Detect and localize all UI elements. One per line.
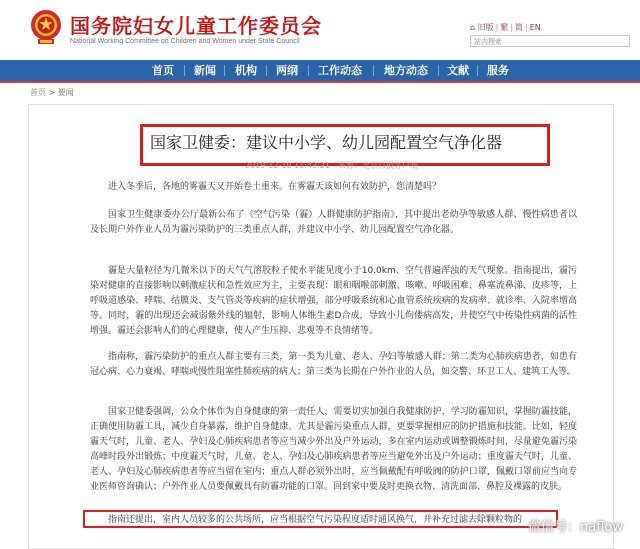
nav-services[interactable]: 服务 bbox=[487, 64, 509, 77]
wechat-watermark: 微信号：naflow bbox=[528, 520, 623, 535]
article-datetime: 2019-12-10 11:43:21 bbox=[245, 161, 330, 170]
article-title: 国家卫健委：建议中小学、幼儿园配置空气净化器 bbox=[150, 133, 503, 152]
article-paragraph: 进入冬季后，各地的雾霾天又开始卷土重来。在雾霾天该如何有效防护，您清楚吗？ bbox=[108, 182, 442, 192]
main-nav bbox=[0, 60, 640, 81]
nav-divider bbox=[308, 65, 309, 76]
breadcrumb: 首页 > 要闻 bbox=[30, 88, 74, 97]
nav-divider bbox=[373, 65, 374, 76]
old-version-link[interactable]: 旧版 bbox=[477, 23, 494, 32]
separator: | bbox=[510, 23, 514, 32]
separator: | bbox=[525, 23, 528, 32]
article-paragraph: 霾是大量粒径为几微米以下的大气气溶胶粒子使水平能见度小于10.0km、空气普遍浑浊的天气现象。指南提出，霾污染对健康的直接影响以刺激症状和急性效应为主，主要表现：眼和咽喉部刺激、咳嗽、呼吸困难、鼻塞流鼻涕、皮疹等，上呼吸道感染、哮喘、结膜炎、支气管炎等疾病的症状增强，部分呼吸系统和心血管系统疾病的发病率、就诊率、入院率增高等。同时，霾的出现还会减弱紫外线的辐射，影响人体维生素D合成，导致小儿佝偻病高发，并使空气中传染性病菌的活性增强。霾还会影响人们的心理健康，使人产生压抑、悲观等不良情绪等。 bbox=[90, 266, 577, 336]
article-paragraph: 指南还提出，室内人员较多的公共场所，应当根据空气污染程度适时通风换气，并补充过滤去除颗粒物的 bbox=[108, 515, 523, 525]
nav-work-news[interactable]: 工作动态 bbox=[318, 64, 362, 77]
nav-underline bbox=[0, 81, 640, 83]
separator: | bbox=[495, 23, 499, 32]
nav-divider bbox=[438, 65, 439, 76]
article-source: 来源：北京日报客户端 bbox=[337, 161, 418, 170]
home-link-icon[interactable]: ⌂ bbox=[470, 23, 476, 32]
site-search-input[interactable]: 站内搜索 bbox=[470, 35, 630, 47]
nav-documents[interactable]: 文献 bbox=[447, 64, 469, 77]
nav-news[interactable]: 新闻 bbox=[194, 64, 216, 77]
nav-two-outlines[interactable]: 两纲 bbox=[276, 64, 298, 77]
article-paragraph: 国家卫健委强调，公众个体作为自身健康的第一责任人，需要切实加强自我健康防护，学习防霾知识，掌握防霾技能，正确使用防霾工具，减少自身暴露，维护自身健康。尤其是霾污染重点人群，更要掌握相应的防护措施和技能。比如，轻度霾天气时，儿童、老人、孕妇及心肺疾病患者等应当减少外出及户外运动，多在室内运动或调整锻炼时间，尽量避免霾污染高峰时段外出锻炼；中度霾天气时，儿童、老人、孕妇及心肺疾病患者等应当避免外出及户外运动；重度霾天气时，儿童、老人、孕妇及心肺疾病患者等应当留在室内；重点人群必须外出时，应当佩戴配有呼吸阀的防护口罩，佩戴口罩前应当向专业医师咨询确认；户外作业人员要佩戴具有防霾功能的口罩。回到家中要及时更换衣物、清洗面部、鼻腔及裸露的皮肤。 bbox=[90, 407, 577, 492]
simplified-link[interactable]: 简 bbox=[515, 23, 524, 32]
traditional-link[interactable]: 繁 bbox=[500, 23, 509, 32]
national-emblem-icon bbox=[30, 8, 62, 46]
nav-divider bbox=[184, 65, 185, 76]
nav-divider bbox=[266, 65, 267, 76]
nav-local-news[interactable]: 地方动态 bbox=[384, 64, 428, 77]
top-links bbox=[470, 22, 541, 33]
site-title[interactable]: 国务院妇女儿童工作委员会 bbox=[70, 14, 322, 38]
nav-divider bbox=[477, 65, 478, 76]
nav-divider bbox=[224, 65, 225, 76]
article-paragraph: 国家卫生健康委办公厅最新公布了《空气污染（霾）人群健康防护指南》，其中提出老幼孕等敏感人群、慢性病患者以及长期户外作业人员为霾污染防护的三类重点人群，并建议中小学、幼儿园配置空气净化器。 bbox=[90, 210, 577, 235]
article-meta bbox=[245, 160, 426, 171]
article-paragraph: 指南称，霾污染防护的重点人群主要有三类，第一类为儿童、老人、孕妇等敏感人群；第二类为心肺疾病患者，如患有冠心病、心力衰竭、哮喘或慢性阻塞性肺疾病的病人；第三类为长期在户外作业的人员，如交警、环卫工人、建筑工人等。 bbox=[90, 352, 577, 377]
breadcrumb-home[interactable]: 首页 bbox=[30, 88, 46, 97]
paragraph-highlight-box bbox=[83, 510, 558, 528]
nav-home[interactable]: 首页 bbox=[152, 64, 174, 77]
breadcrumb-current[interactable]: 要闻 bbox=[57, 88, 74, 97]
nav-organization[interactable]: 机构 bbox=[235, 64, 257, 77]
site-header bbox=[0, 0, 640, 58]
site-subtitle: National Working Committee on Children and Women under State Council bbox=[70, 38, 300, 45]
english-link[interactable]: EN bbox=[529, 23, 541, 32]
